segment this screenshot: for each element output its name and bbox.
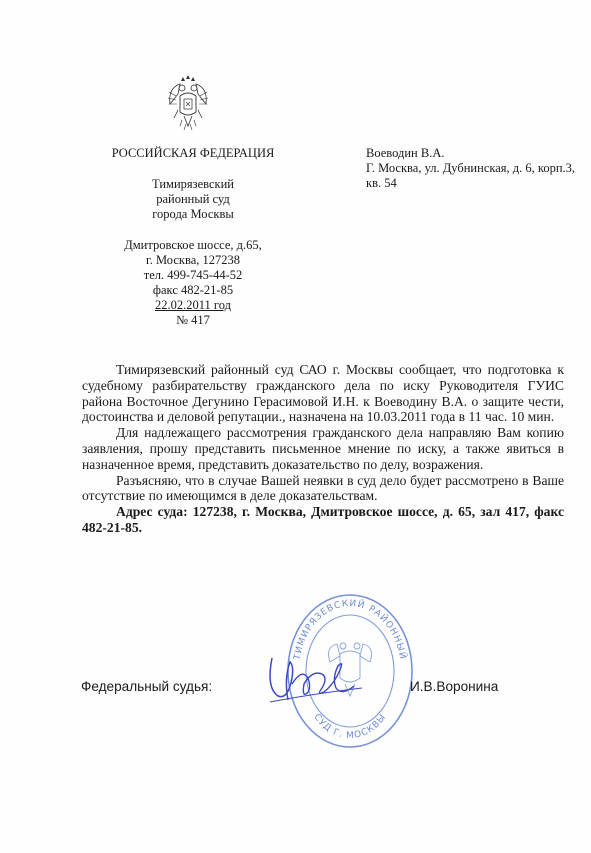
court-fax: факс 482-21-85 <box>152 283 234 297</box>
addressee-name: Воеводин В.А. <box>366 146 445 160</box>
document-number: № 417 <box>176 313 210 327</box>
court-header <box>100 146 286 328</box>
court-name-line2: районный суд <box>156 192 230 206</box>
paragraph-explanation: Разъясняю, что в случае Вашей неявки в суд дело будет рассмотрено в Ваше отсутствие по имеющимся в деле доказательствам. <box>82 472 564 504</box>
court-address-line2: г. Москва, 127238 <box>146 253 240 267</box>
court-address-line1: Дмитровское шоссе, д.65, <box>124 238 262 252</box>
court-phone: тел. 499-745-44-52 <box>143 268 243 282</box>
addressee-block <box>366 146 581 191</box>
russian-coat-of-arms-icon <box>166 74 210 136</box>
signature-title: Федеральный судья: <box>81 679 213 694</box>
court-name-line3: города Москвы <box>152 207 234 221</box>
country-name: РОССИЙСКАЯ ФЕДЕРАЦИЯ <box>111 146 275 160</box>
addressee-address-line2: кв. 54 <box>366 176 397 190</box>
seal-bottom-text: СУД Г. МОСКВЫ <box>311 712 389 742</box>
paragraph-notice: Тимирязевский районный суд САО г. Москвы сообщает, что подготовка к судебному разбирательству гражданского дела по иску Руководителя ГУИС района Восточное Дегунино Герасимовой И.Н. к Воеводину В.А. о защите чести, достоинства и деловой репутации., назначена на 10.03.2011 года в 11 час. 10 мин. <box>82 362 564 425</box>
letter-body <box>82 362 564 536</box>
addressee-address-line1: Г. Москва, ул. Дубнинская, д. 6, корп.3, <box>366 161 576 175</box>
judge-name: И.В.Воронина <box>410 679 499 694</box>
paragraph-request: Для надлежащего рассмотрения гражданского дела направляю Вам копию заявления, прошу представить письменное мнение по иску, а также явиться в назначенное время, представить доказательство по делу, возражения. <box>82 425 564 472</box>
judge-signature <box>262 648 372 710</box>
paragraph-court-address: Адрес суда: 127238, г. Москва, Дмитровское шоссе, д. 65, зал 417, факс 482-21-85. <box>82 504 564 535</box>
seal-top-text: ТИМИРЯЗЕВСКИЙ РАЙОННЫЙ <box>292 598 408 661</box>
court-name-line1: Тимирязевский <box>152 177 234 191</box>
document-date: 22.02.2011 год <box>155 298 231 312</box>
